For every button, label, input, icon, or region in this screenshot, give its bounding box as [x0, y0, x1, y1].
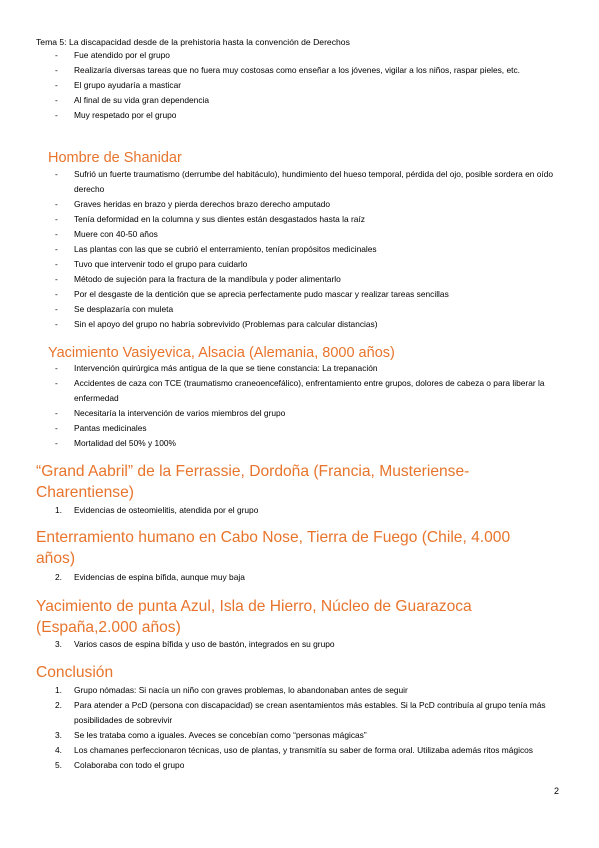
- list-item: [55, 302, 565, 317]
- list-item-text: Sin el apoyo del grupo no habría sobrevivido (Problemas para calcular distancias): [74, 319, 378, 329]
- list-item: [55, 227, 565, 242]
- list-item: [55, 93, 565, 108]
- list-item-text: Evidencias de osteomielitis, atendida por el grupo: [74, 505, 259, 515]
- list-item-text: Método de sujeción para la fractura de la mandíbula y poder alimentarlo: [74, 274, 341, 284]
- shanidar-list: [55, 167, 565, 332]
- list-item: [55, 108, 565, 123]
- page-number: 2: [554, 786, 560, 796]
- list-item: [55, 272, 565, 287]
- list-number: 1.: [55, 505, 62, 515]
- list-item-text: El grupo ayudaría a masticar: [74, 80, 182, 90]
- section-heading-cabo-nose: [36, 527, 581, 569]
- list-item: [55, 570, 565, 585]
- list-item-text: Graves heridas en brazo y pierda derechos brazo derecho amputado: [74, 199, 331, 209]
- list-item: [55, 406, 565, 421]
- section-heading-vasiyevica: Yacimiento Vasiyevica, Alsacia (Alemania, 8000 años): [48, 345, 395, 361]
- list-item-text: Fue atendido por el grupo: [74, 50, 170, 60]
- list-item: [55, 63, 565, 78]
- list-number: 5.: [55, 760, 62, 770]
- list-item: [55, 421, 565, 436]
- list-item-text: Evidencias de espina bífida, aunque muy baja: [74, 572, 245, 582]
- list-item: [55, 758, 565, 773]
- list-item-text: Pantas medicinales: [74, 423, 147, 433]
- list-item-text: Se les trataba como a iguales. Aveces se concebían como “personas mágicas”: [74, 730, 367, 740]
- cabo-nose-list: [55, 570, 565, 585]
- list-item: [55, 167, 565, 197]
- list-item: [55, 361, 565, 376]
- list-number: 4.: [55, 745, 62, 755]
- list-item: [55, 287, 565, 302]
- list-item-text: Para atender a PcD (persona con discapacidad) se crean asentamientos más estables. Si la PcD contribuía al grupo tenía más posibilidades de sobrevivir: [74, 700, 546, 725]
- list-item-text: Muy respetado por el grupo: [74, 110, 177, 120]
- list-item-text: Los chamanes perfeccionaron técnicas, uso de plantas, y transmitía su saber de forma oral. Utilizaba además ritos mágicos: [74, 745, 533, 755]
- vasiyevica-list: [55, 361, 565, 451]
- section-heading-conclusion: Conclusión: [36, 664, 114, 681]
- list-item-text: Colaboraba con todo el grupo: [74, 760, 185, 770]
- list-item-text: Tenía deformidad en la columna y sus dientes están desgastados hasta la raíz: [74, 214, 365, 224]
- list-item: [55, 698, 565, 728]
- list-number: 1.: [55, 685, 62, 695]
- list-number: 2.: [55, 572, 62, 582]
- list-item-text: Las plantas con las que se cubrió el enterramiento, tenían propósitos medicinales: [74, 244, 377, 254]
- section-heading-punta-azul: [36, 596, 576, 638]
- list-item-text: Mortalidad del 50% y 100%: [74, 438, 176, 448]
- heading-line: Enterramiento humano en Cabo Nose, Tierra de Fuego (Chile, 4.000: [36, 529, 511, 546]
- list-number: 2.: [55, 700, 62, 710]
- conclusion-list: [55, 683, 565, 773]
- section-heading-shanidar: Hombre de Shanidar: [48, 150, 182, 166]
- list-item-text: Tuvo que intervenir todo el grupo para cuidarlo: [74, 259, 248, 269]
- list-item-text: Grupo nómadas: Si nacía un niño con graves problemas, lo abandonaban antes de seguir: [74, 685, 408, 695]
- list-item: [55, 197, 565, 212]
- list-item-text: Realizaría diversas tareas que no fuera muy costosas como enseñar a los jóvenes, vigilar a los niños, raspar pieles, etc.: [74, 65, 520, 75]
- heading-line: (España,2.000 años): [36, 619, 181, 636]
- list-item: [55, 257, 565, 272]
- topic-title: Tema 5: La discapacidad desde de la prehistoria hasta la convención de Derechos: [36, 37, 350, 47]
- list-item: [55, 436, 565, 451]
- list-item: [55, 48, 565, 63]
- list-item-text: Necesitaría la intervención de varios miembros del grupo: [74, 408, 286, 418]
- punta-azul-list: [55, 637, 565, 652]
- list-number: 3.: [55, 639, 62, 649]
- list-number: 3.: [55, 730, 62, 740]
- list-item-text: Intervención quirúrgica más antigua de la que se tiene constancia: La trepanación: [74, 363, 378, 373]
- list-item: [55, 637, 565, 652]
- list-item: [55, 242, 565, 257]
- list-item-text: Accidentes de caza con TCE (traumatismo craneoencefálico), enfrentamiento entre grupos, dolores de cabeza o para liberar la enfermedad: [74, 378, 545, 403]
- list-item: [55, 212, 565, 227]
- heading-line: Charentiense): [36, 484, 134, 501]
- heading-line: años): [36, 550, 76, 567]
- heading-line: Yacimiento de punta Azul, Isla de Hierro, Núcleo de Guarazoca: [36, 598, 472, 615]
- heading-line: “Grand Aabril” de la Ferrassie, Dordoña (Francia, Musteriense-: [36, 463, 470, 480]
- section-heading-ferrassie: [36, 461, 576, 503]
- ferrassie-list: [55, 503, 565, 518]
- list-item-text: Al final de su vida gran dependencia: [74, 95, 210, 105]
- intro-list: [55, 48, 565, 123]
- list-item-text: Sufrió un fuerte traumatismo (derrumbe del habitáculo), hundimiento del hueso temporal, pérdida del ojo, posible sordera en oído derecho: [74, 169, 554, 194]
- list-item-text: Muere con 40-50 años: [74, 229, 158, 239]
- list-item: [55, 683, 565, 698]
- list-item: [55, 503, 565, 518]
- list-item: [55, 78, 565, 93]
- list-item: [55, 743, 565, 758]
- list-item: [55, 317, 565, 332]
- list-item-text: Varios casos de espina bífida y uso de bastón, integrados en su grupo: [74, 639, 335, 649]
- list-item-text: Por el desgaste de la dentición que se aprecia perfectamente pudo mascar y realizar tareas sencillas: [74, 289, 449, 299]
- list-item-text: Se desplazaría con muleta: [74, 304, 174, 314]
- list-item: [55, 376, 565, 406]
- list-item: [55, 728, 565, 743]
